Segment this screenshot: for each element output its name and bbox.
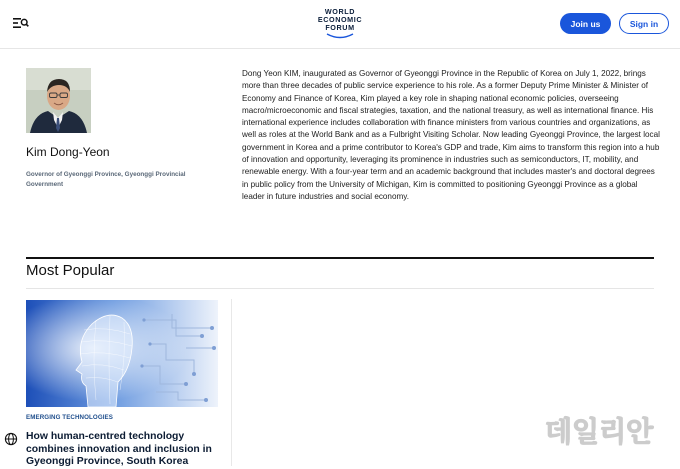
join-us-button[interactable]: Join us	[560, 13, 611, 34]
menu-search-icon[interactable]	[12, 14, 30, 32]
wef-logo[interactable]	[307, 8, 373, 42]
watermark-text: 데일리안	[545, 415, 654, 448]
most-popular-heading: Most Popular	[26, 262, 115, 279]
watermark-logo	[543, 410, 665, 450]
language-globe-icon[interactable]	[0, 428, 22, 450]
profile-bio: Dong Yeon KIM, inaugurated as Governor of Gyeonggi Province in the Republic of Korea on July 1, 2022, brings more than three decades of public service experience to his role. As a former Deputy Prime Minister & Minister of Economy and Finance of Korea, Kim played a key role in shaping national economic policies, overseeing macro/microeconomic and fiscal strategies, taxation, and the national treasury, as well as international finance. His international experience includes collaboration with finance ministers from various countries and organizations, as well as roles at the World Bank and as a Fulbright Visiting Scholar. Now leading Gyeonggi Province, the largest local government in Korea and a prime contributor to Korea's GDP and trade, Kim aims to transform this region into a hub of innovation and opportunity, leveraging its prominence in industries such as semiconductors, IT, mobility, and renewable energy. With a four-year term and an academic background that includes master's and doctoral degrees in public policy from the University of Michigan, Kim is committed to positioning Gyeonggi Province as a global leader in future industries and social economy.	[242, 69, 660, 201]
profile-name: Kim Dong-Yeon	[26, 145, 110, 159]
article-title-link[interactable]: How human-centred technology combines innovation and inclusion in Gyeonggi Province, South Korea	[26, 431, 212, 467]
article-card-image[interactable]	[26, 300, 218, 407]
article-topic-tag[interactable]: EMERGING TECHNOLOGIES	[26, 414, 114, 421]
card-divider	[231, 299, 232, 466]
profile-role: Governor of Gyeonggi Province, Gyeonggi Provincial Government	[26, 171, 186, 188]
site-header	[0, 0, 680, 49]
logo-line-1: WORLD	[324, 7, 356, 16]
sign-in-button[interactable]: Sign in	[619, 13, 669, 34]
logo-line-2: ECONOMIC	[317, 15, 363, 24]
logo-arc-icon	[325, 33, 355, 39]
section-subdivider	[26, 288, 654, 289]
section-divider	[26, 257, 654, 259]
logo-line-3: FORUM	[325, 23, 355, 32]
profile-photo	[26, 68, 91, 133]
